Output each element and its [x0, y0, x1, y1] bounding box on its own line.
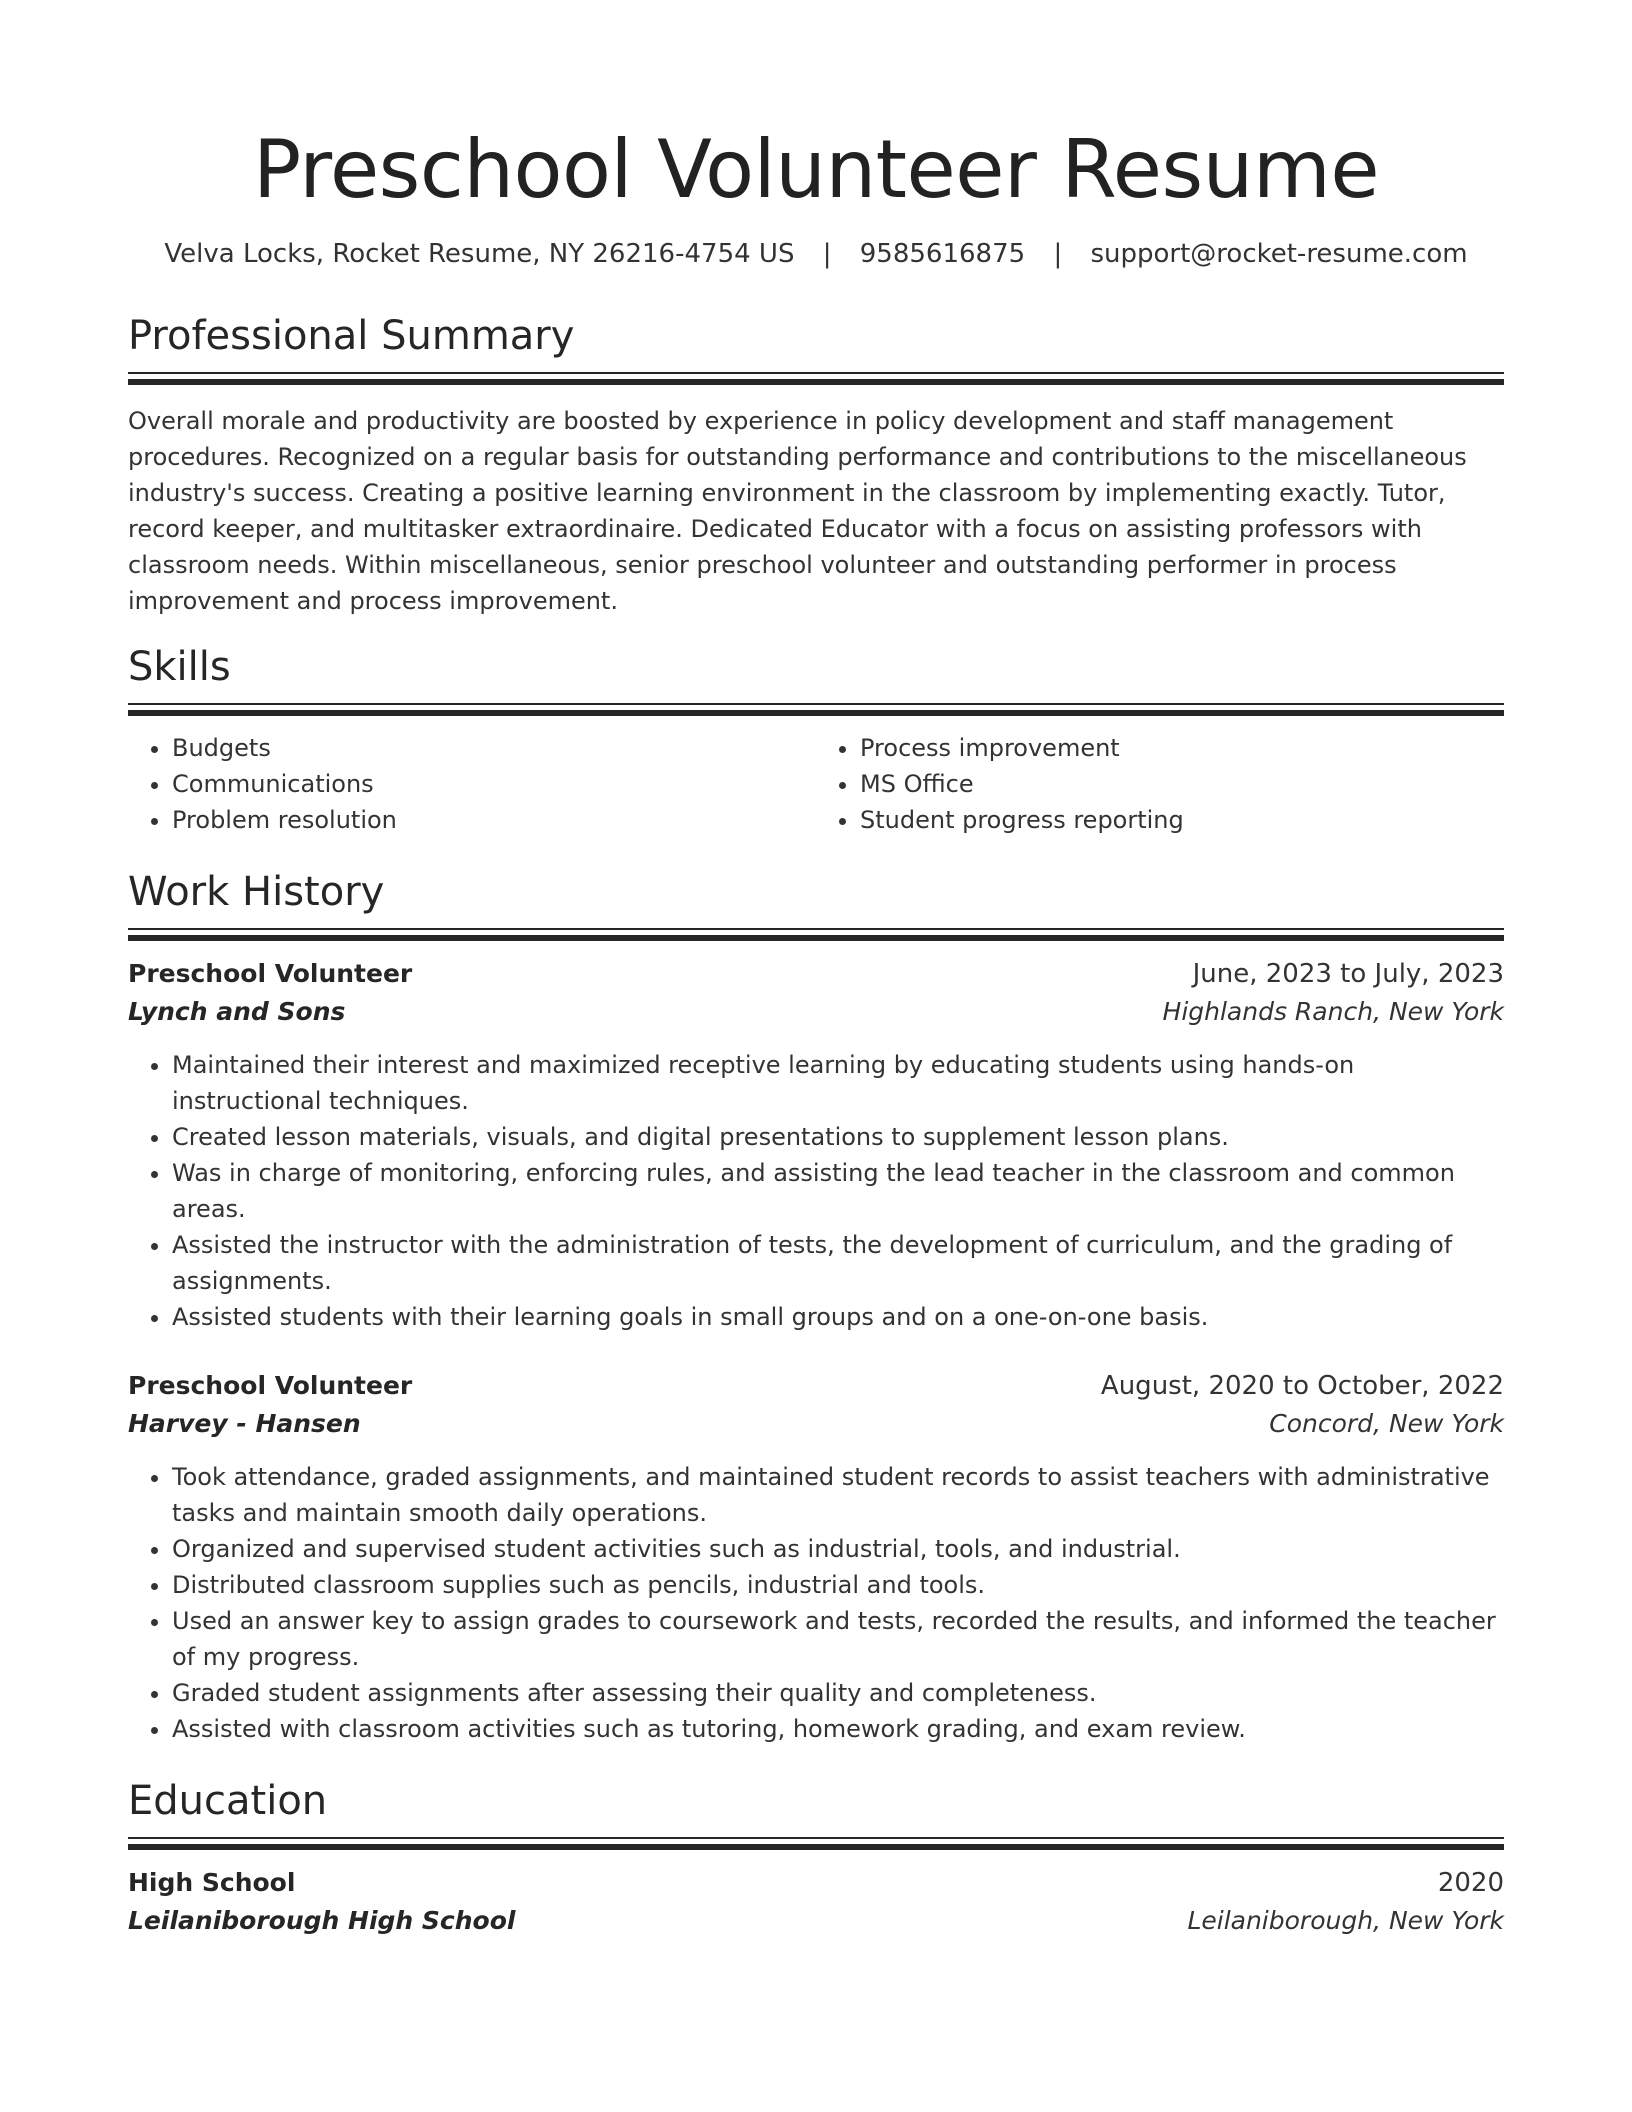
job-bullet: • Took attendance, graded assignments, and maintained student records to assist teachers with administrative tasks and maintain smooth daily operations.	[172, 1459, 1504, 1531]
work-heading: Work History	[128, 869, 385, 915]
section-divider	[128, 703, 1504, 705]
contact-line	[128, 236, 1504, 272]
contact-separator: |	[822, 239, 832, 269]
job-bullet: • Organized and supervised student activities such as industrial, tools, and industrial.	[172, 1531, 1504, 1567]
contact-phone: 9585616875	[859, 239, 1026, 269]
contact-email: support@rocket-resume.com	[1090, 239, 1468, 269]
education-school: Leilaniborough High School	[128, 1906, 516, 1935]
skills-grid	[128, 730, 1504, 838]
education-subheader	[128, 1902, 1504, 1940]
job-bullet: • Graded student assignments after assessing their quality and completeness.	[172, 1675, 1504, 1711]
job-location: Concord, New York	[1269, 1409, 1504, 1438]
job-dates: June, 2023 to July, 2023	[1192, 959, 1504, 989]
section-divider	[128, 379, 1504, 385]
job-company: Harvey - Hansen	[128, 1409, 361, 1438]
job-entry	[128, 1367, 1504, 1747]
contact-address: Velva Locks, Rocket Resume, NY 26216-4754 US	[164, 239, 795, 269]
job-company: Lynch and Sons	[128, 997, 346, 1026]
job-subheader	[128, 1405, 1504, 1443]
job-entry	[128, 955, 1504, 1335]
job-bullet: • Distributed classroom supplies such as pencils, industrial and tools.	[172, 1567, 1504, 1603]
skills-column-left	[128, 730, 816, 838]
job-bullet: • Created lesson materials, visuals, and digital presentations to supplement lesson plans.	[172, 1119, 1504, 1155]
job-bullets	[128, 1459, 1504, 1747]
job-dates: August, 2020 to October, 2022	[1100, 1371, 1504, 1401]
education-section	[128, 1775, 1504, 1940]
skill-item: • Student progress reporting	[860, 802, 1504, 838]
job-bullets	[128, 1047, 1504, 1335]
skills-section	[128, 641, 1504, 838]
section-divider	[128, 372, 1504, 374]
page-title: Preschool Volunteer Resume	[252, 123, 1380, 216]
section-divider	[128, 710, 1504, 716]
job-title: Preschool Volunteer	[128, 1371, 413, 1400]
skill-item: • Budgets	[172, 730, 816, 766]
section-divider	[128, 935, 1504, 941]
job-location: Highlands Ranch, New York	[1162, 997, 1504, 1026]
education-degree: High School	[128, 1868, 296, 1897]
education-heading: Education	[128, 1778, 328, 1824]
skill-item: • MS Office	[860, 766, 1504, 802]
job-bullet: • Assisted students with their learning goals in small groups and on a one-on-one basis.	[172, 1299, 1504, 1335]
job-header	[128, 1367, 1504, 1405]
job-bullet: • Assisted the instructor with the administration of tests, the development of curriculum, and the grading of assignments.	[172, 1227, 1504, 1299]
job-bullet: • Maintained their interest and maximized receptive learning by educating students using hands-on instructional techniques.	[172, 1047, 1504, 1119]
education-entry	[128, 1864, 1504, 1940]
job-bullet: • Was in charge of monitoring, enforcing rules, and assisting the lead teacher in the classroom and common areas.	[172, 1155, 1504, 1227]
summary-text: Overall morale and productivity are boosted by experience in policy development and staff management procedures. Recognized on a regular basis for outstanding performance and contributions to the miscellaneous industry's success. Creating a positive learning environment in the classroom by implementing exactly. Tutor, record keeper, and multitasker extraordinaire. Dedicated Educator with a focus on assisting professors with classroom needs. Within miscellaneous, senior preschool volunteer and outstanding performer in process improvement and process improvement.	[128, 407, 1467, 615]
education-header	[128, 1864, 1504, 1902]
summary-heading: Professional Summary	[128, 313, 575, 359]
section-divider	[128, 1844, 1504, 1850]
job-title: Preschool Volunteer	[128, 959, 413, 988]
section-divider	[128, 928, 1504, 930]
contact-separator: |	[1053, 239, 1063, 269]
job-bullet: • Used an answer key to assign grades to coursework and tests, recorded the results, and informed the teacher of my progress.	[172, 1603, 1504, 1675]
job-bullet: • Assisted with classroom activities such as tutoring, homework grading, and exam review.	[172, 1711, 1504, 1747]
job-subheader	[128, 993, 1504, 1031]
skill-item: • Communications	[172, 766, 816, 802]
summary-section	[128, 310, 1504, 619]
skill-item: • Problem resolution	[172, 802, 816, 838]
work-section	[128, 866, 1504, 1747]
job-header	[128, 955, 1504, 993]
education-year: 2020	[1437, 1868, 1504, 1898]
education-location: Leilaniborough, New York	[1187, 1906, 1504, 1935]
skills-heading: Skills	[128, 644, 231, 690]
skill-item: • Process improvement	[860, 730, 1504, 766]
section-divider	[128, 1837, 1504, 1839]
skills-column-right	[816, 730, 1504, 838]
